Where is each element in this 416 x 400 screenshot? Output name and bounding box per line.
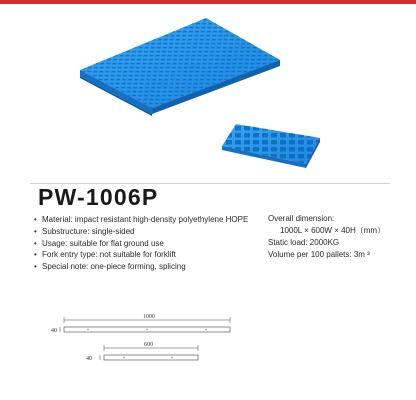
bullet-icon: • <box>34 226 37 236</box>
side-profile-short <box>104 355 198 360</box>
pallet-large-image <box>80 18 280 116</box>
pallet-small-image <box>222 124 320 168</box>
product-photos <box>0 6 416 186</box>
spec-text: Fork entry type: not suitable for forklift <box>42 250 176 260</box>
spec-text: Usage: suitable for flat ground use <box>42 238 164 248</box>
width-label: 600 <box>144 342 153 348</box>
static-load: Static load: 2000KG <box>268 238 340 247</box>
spec-special-note <box>34 261 264 273</box>
dimension-block <box>268 213 413 261</box>
top-accent-bar <box>0 0 416 4</box>
spec-usage <box>34 238 264 250</box>
spec-fork-entry <box>34 249 264 261</box>
volume-per-100: Volume per 100 pallets: 3m ³ <box>268 250 370 259</box>
model-number: PW-1006P <box>38 184 159 210</box>
height-label-bottom: 40 <box>86 356 92 362</box>
overall-dimension-value: 1000L × 600W × 40H（mm） <box>280 226 386 235</box>
bullet-icon: • <box>34 215 37 224</box>
technical-drawing <box>40 308 240 368</box>
spec-text: Substructure: single-sided <box>42 226 135 236</box>
bullet-icon: • <box>34 250 37 260</box>
spec-text: Special note: one-piece forming, splicing <box>42 262 186 272</box>
height-label-top: 40 <box>51 328 57 334</box>
bullet-icon: • <box>34 238 37 248</box>
spec-list <box>34 214 264 273</box>
bullet-icon: • <box>34 262 37 272</box>
overall-dimension-label: Overall dimension: <box>268 214 335 223</box>
spec-text: Material: impact resistant high-density polyethylene HOPE <box>42 215 249 224</box>
spec-substructure <box>34 226 264 238</box>
length-label: 1000 <box>143 314 155 320</box>
spec-material <box>34 214 264 226</box>
